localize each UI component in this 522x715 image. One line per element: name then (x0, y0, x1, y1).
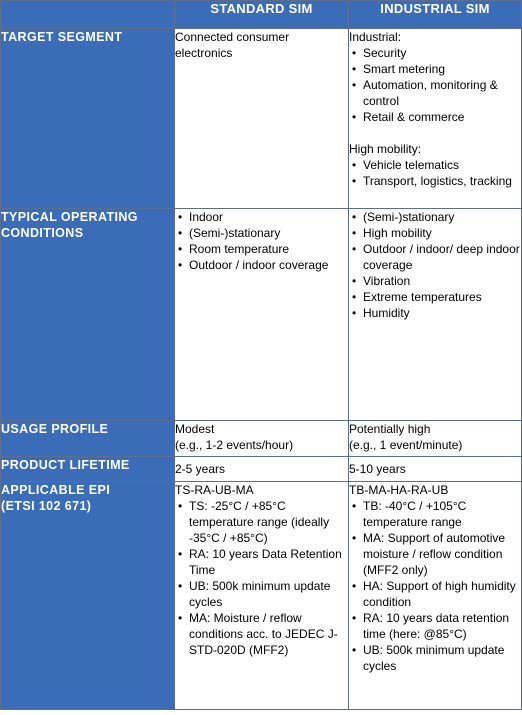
list-item: • UB: 500k minimum update cycles (363, 642, 521, 674)
cell-industrial-target (349, 29, 522, 209)
standard-usage-line1: Modest (175, 422, 215, 436)
industrial-usage-line1: Potentially high (349, 422, 431, 436)
cell-standard-target (175, 29, 349, 209)
header-row (1, 1, 522, 29)
row-label-operating-conditions: TYPICAL OPERATING CONDITIONS (1, 209, 175, 421)
list-item: • TB: -40°C / +105°C temperature range (363, 498, 521, 530)
industrial-target-heading-2: High mobility: (349, 142, 422, 156)
cell-standard-epi (175, 482, 349, 710)
list-item: • TS: -25°C / +85°C temperature range (ideally -35°C / +85°C) (189, 498, 348, 546)
list-item: • Extreme temperatures (363, 289, 521, 305)
standard-usage-line2: (e.g., 1-2 events/hour) (175, 438, 294, 452)
list-item: • Vehicle telematics (363, 157, 521, 173)
row-label-usage-profile: USAGE PROFILE (1, 421, 175, 457)
list-item: • Retail & commerce (363, 109, 521, 125)
list-item: • MA: Support of automotive moisture / reflow condition (MFF2 only) (363, 530, 521, 578)
header-standard-sim: STANDARD SIM (175, 1, 349, 29)
row-operating-conditions (1, 209, 522, 421)
list-item: • MA: Moisture / reflow conditions acc. to JEDEC J-STD-020D (MFF2) (189, 610, 348, 658)
standard-epi-list (175, 498, 348, 658)
industrial-usage-line2: (e.g., 1 event/minute) (349, 438, 463, 452)
cell-industrial-operating (349, 209, 522, 421)
epi-label-line2: (ETSI 102 671) (1, 499, 92, 513)
list-item: • Smart metering (363, 61, 521, 77)
list-item: • Transport, logistics, tracking (363, 173, 521, 189)
list-item: • RA: 10 years data retention time (here: @85°C) (363, 610, 521, 642)
header-industrial-sim: INDUSTRIAL SIM (349, 1, 522, 29)
list-item: • UB: 500k minimum update cycles (189, 578, 348, 610)
list-item: • Automation, monitoring & control (363, 77, 521, 109)
industrial-epi-list (349, 498, 521, 674)
standard-epi-code: TS-RA-UB-MA (175, 483, 254, 497)
industrial-target-list (349, 45, 521, 125)
row-target-segment (1, 29, 522, 209)
list-item: • Security (363, 45, 521, 61)
cell-industrial-lifetime: 5-10 years (349, 457, 522, 482)
row-label-applicable-epi (1, 482, 175, 710)
header-corner (1, 1, 175, 29)
list-item: • Outdoor / indoor coverage (189, 257, 348, 273)
list-item: • Humidity (363, 305, 521, 321)
cell-industrial-usage (349, 421, 522, 457)
list-item: • HA: Support of high humidity condition (363, 578, 521, 610)
list-item: • High mobility (363, 225, 521, 241)
row-label-product-lifetime: PRODUCT LIFETIME (1, 457, 175, 482)
list-item: • (Semi-)stationary (189, 225, 348, 241)
industrial-target-list-2 (349, 157, 521, 189)
row-usage-profile (1, 421, 522, 457)
row-applicable-epi (1, 482, 522, 710)
row-label-target-segment: TARGET SEGMENT (1, 29, 175, 209)
standard-target-text: Connected consumer electronics (175, 30, 290, 60)
cell-standard-usage (175, 421, 349, 457)
list-item: • Indoor (189, 209, 348, 225)
standard-operating-list (175, 209, 348, 273)
cell-standard-operating (175, 209, 349, 421)
list-item: • (Semi-)stationary (363, 209, 521, 225)
list-item: • Vibration (363, 273, 521, 289)
list-item: • Room temperature (189, 241, 348, 257)
row-product-lifetime (1, 457, 522, 482)
list-item: • Outdoor / indoor/ deep indoor coverage (363, 241, 521, 273)
list-item: • RA: 10 years Data Retention Time (189, 546, 348, 578)
industrial-epi-code: TB-MA-HA-RA-UB (349, 483, 449, 497)
cell-industrial-epi (349, 482, 522, 710)
industrial-operating-list (349, 209, 521, 321)
epi-label-line1: APPLICABLE EPI (1, 483, 111, 497)
cell-standard-lifetime: 2-5 years (175, 457, 349, 482)
industrial-target-heading: Industrial: (349, 30, 402, 44)
